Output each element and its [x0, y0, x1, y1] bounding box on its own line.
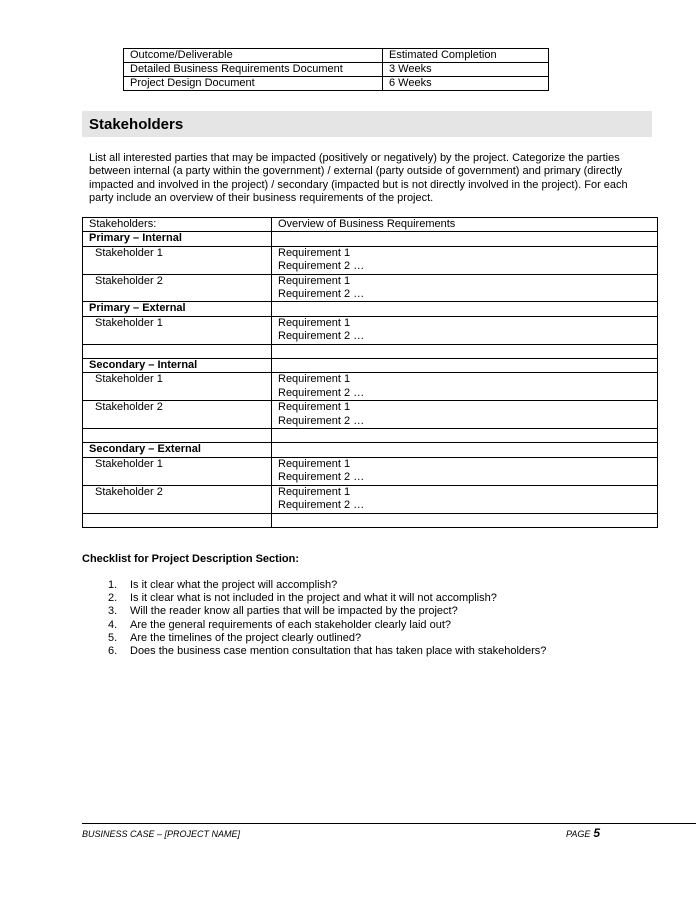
group-row [83, 302, 658, 316]
section-title: Stakeholders [89, 116, 184, 133]
empty-cell [83, 513, 272, 527]
table-cell: Project Design Document [124, 77, 383, 91]
requirement-text: Requirement 2 … [278, 471, 365, 484]
requirement-text: Requirement 1 [278, 246, 351, 259]
group-label: Primary – External [83, 302, 272, 316]
requirement-text: Requirement 1 [278, 316, 351, 329]
stakeholder-name: Stakeholder 2 [83, 274, 272, 302]
table-header-cell: Overview of Business Requirements [272, 218, 658, 232]
group-label: Secondary – Internal [83, 359, 272, 373]
spacer-row [83, 429, 658, 443]
table-row [83, 246, 658, 274]
checklist-number: 4. [108, 618, 118, 631]
checklist-item [108, 592, 546, 605]
footer-page-label: PAGE [566, 829, 591, 839]
empty-cell [83, 429, 272, 443]
requirements-cell [272, 401, 658, 429]
checklist-text: Is it clear what the project will accomplish? [130, 579, 338, 591]
requirements-cell [272, 316, 658, 344]
checklist-number: 3. [108, 605, 118, 618]
checklist-text: Is it clear what is not included in the project and what it will not accomplish? [130, 592, 497, 605]
empty-cell [272, 429, 658, 443]
checklist-number: 1. [108, 579, 118, 591]
requirement-text: Requirement 1 [278, 401, 351, 414]
requirement-text: Requirement 2 … [278, 499, 365, 512]
group-row [83, 359, 658, 373]
table-header-cell: Estimated Completion [383, 49, 549, 63]
requirement-text: Requirement 2 … [278, 414, 365, 427]
table-cell: Detailed Business Requirements Document [124, 63, 383, 77]
checklist-number: 5. [108, 631, 118, 644]
table-row [83, 373, 658, 401]
stakeholder-name: Stakeholder 1 [83, 373, 272, 401]
stakeholder-name: Stakeholder 1 [83, 246, 272, 274]
footer-page-number: 5 [593, 826, 601, 840]
checklist-title: Checklist for Project Description Section: [82, 553, 299, 565]
stakeholder-name: Stakeholder 2 [83, 485, 272, 513]
checklist-item [108, 619, 546, 632]
table-header-cell: Stakeholders: [83, 218, 272, 232]
empty-cell [272, 443, 658, 457]
spacer-row [83, 513, 658, 527]
checklist-item [108, 632, 546, 645]
stakeholder-name: Stakeholder 1 [83, 316, 272, 344]
footer-document-title: BUSINESS CASE – [PROJECT NAME] [82, 829, 241, 839]
stakeholder-name: Stakeholder 2 [83, 401, 272, 429]
requirements-cell [272, 274, 658, 302]
checklist [108, 579, 546, 658]
empty-cell [272, 302, 658, 316]
table-row [83, 485, 658, 513]
stakeholders-table [82, 217, 658, 528]
table-cell: 3 Weeks [383, 63, 549, 77]
group-label: Secondary – External [83, 443, 272, 457]
empty-cell [272, 344, 658, 358]
empty-cell [83, 344, 272, 358]
checklist-item [108, 579, 546, 592]
requirement-text: Requirement 2 … [278, 288, 365, 301]
table-row [83, 401, 658, 429]
footer-page-indicator [566, 826, 600, 840]
checklist-number: 6. [108, 645, 118, 658]
checklist-item [108, 645, 546, 658]
empty-cell [272, 513, 658, 527]
table-row [83, 316, 658, 344]
requirement-text: Requirement 2 … [278, 386, 365, 399]
checklist-number: 2. [108, 592, 118, 605]
requirements-cell [272, 246, 658, 274]
checklist-item [108, 605, 546, 618]
requirement-text: Requirement 1 [278, 485, 351, 498]
table-row [83, 274, 658, 302]
requirement-text: Requirement 1 [278, 373, 351, 386]
spacer-row [83, 344, 658, 358]
checklist-text: Does the business case mention consultation that has taken place with stakeholders? [130, 645, 547, 658]
table-row [124, 77, 549, 91]
requirement-text: Requirement 2 … [278, 260, 365, 273]
section-intro-text: List all interested parties that may be impacted (positively or negatively) by the project. Categorize the parties between internal (a party within the government) / external (party outside of government) and primary (directly impacted and involved in the project) / secondary (impacted but is not directly involved in the project). For each party include an overview of their business requirements of the project. [89, 152, 628, 205]
empty-cell [272, 359, 658, 373]
empty-cell [272, 232, 658, 246]
requirement-text: Requirement 1 [278, 457, 351, 470]
table-header-row [124, 49, 549, 63]
requirements-cell [272, 373, 658, 401]
checklist-text: Are the timelines of the project clearly outlined? [130, 631, 362, 644]
table-header-cell: Outcome/Deliverable [124, 49, 383, 63]
table-header-row [83, 218, 658, 232]
deliverables-table [123, 48, 549, 91]
checklist-text: Are the general requirements of each stakeholder clearly laid out? [130, 618, 452, 631]
group-row [83, 232, 658, 246]
footer-divider [82, 823, 696, 824]
section-header-bar [82, 111, 652, 137]
requirement-text: Requirement 1 [278, 274, 351, 287]
table-row [83, 457, 658, 485]
requirements-cell [272, 485, 658, 513]
requirements-cell [272, 457, 658, 485]
stakeholder-name: Stakeholder 1 [83, 457, 272, 485]
table-row [124, 63, 549, 77]
checklist-text: Will the reader know all parties that will be impacted by the project? [130, 605, 458, 618]
group-row [83, 443, 658, 457]
group-label: Primary – Internal [83, 232, 272, 246]
requirement-text: Requirement 2 … [278, 330, 365, 343]
table-cell: 6 Weeks [383, 77, 549, 91]
